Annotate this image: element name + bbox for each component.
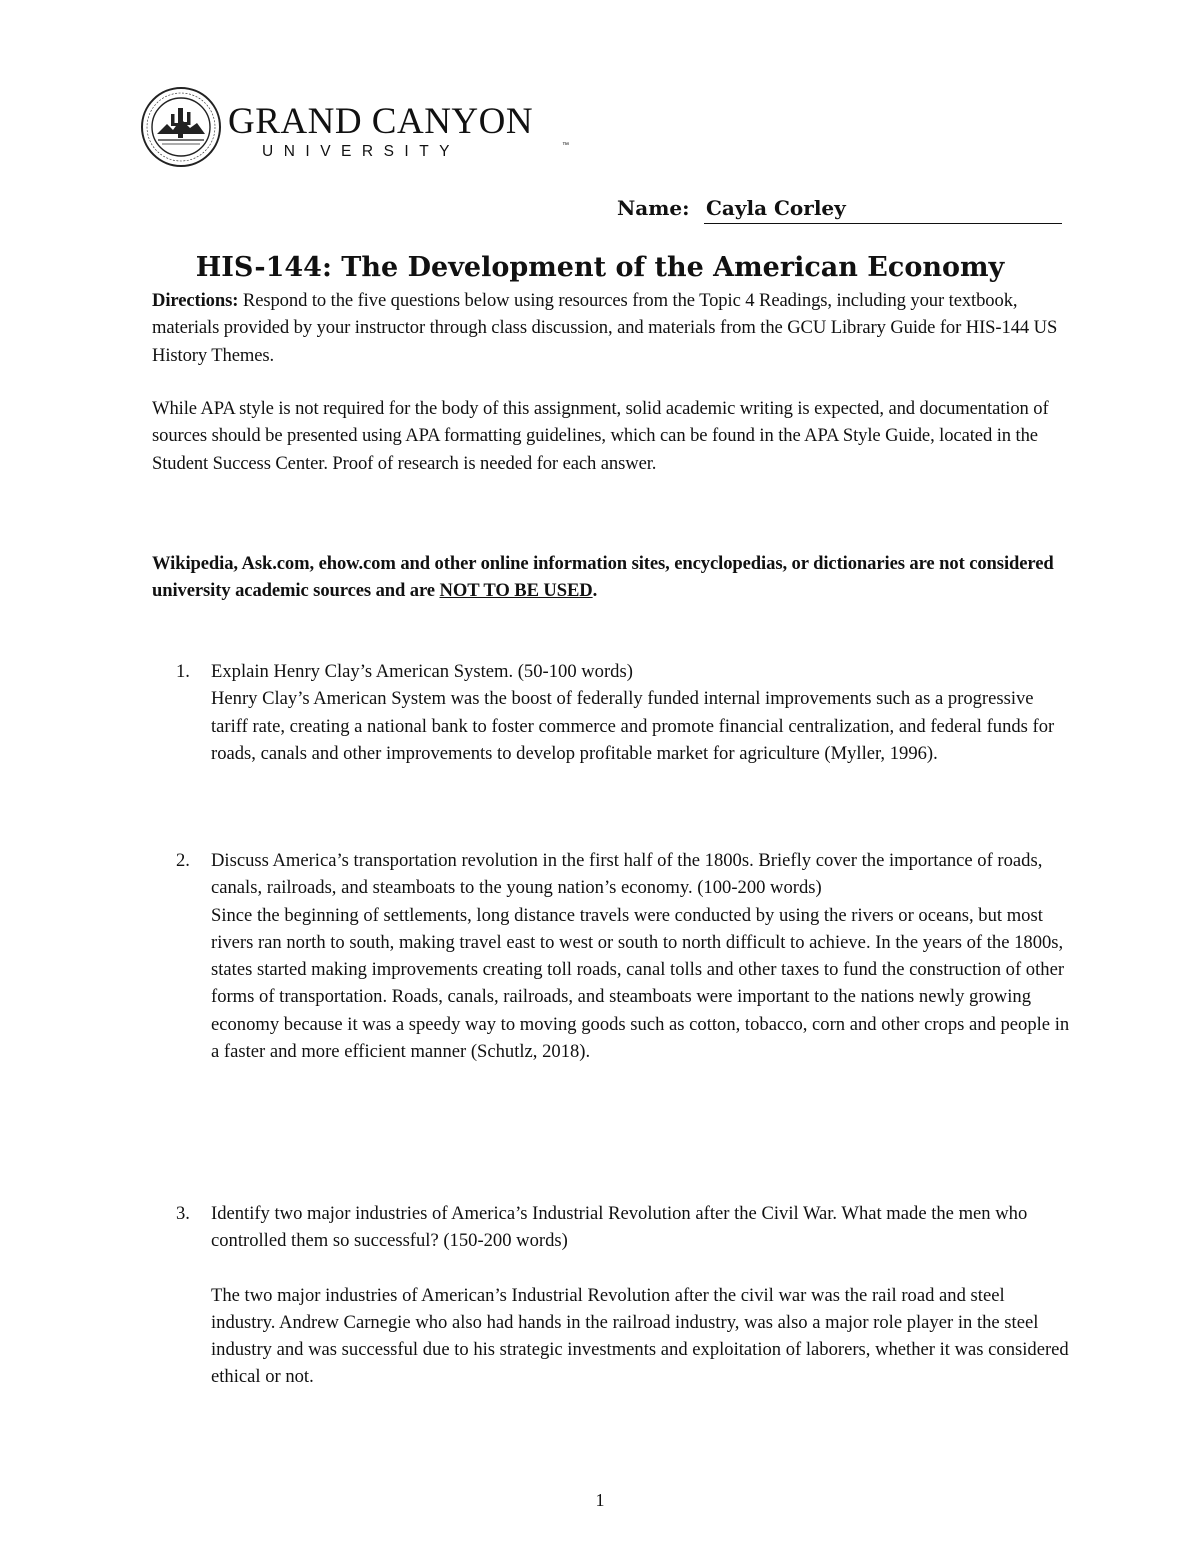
directions-label: Directions:	[152, 290, 239, 311]
question-prompt: Discuss America’s transportation revolution in the first half of the 1800s. Briefly cover the importance of roads, canals, railroads, and steamboats to the young nation’s economy. (100-200 words)	[211, 850, 1043, 899]
page-number: 1	[595, 1490, 605, 1510]
name-label: Name:	[617, 196, 690, 220]
question-prompt: Identify two major industries of America’s Industrial Revolution after the Civil War. What made the men who controlled them so successful? (150-200 words)	[211, 1203, 1028, 1252]
question-number: 3.	[176, 1203, 190, 1224]
directions-paragraph	[152, 287, 1072, 369]
page-title: HIS-144: The Development of the American Economy	[195, 252, 1005, 283]
answer-text[interactable]: Since the beginning of settlements, long distance travels were conducted by using the rivers or oceans, but most rivers ran north to south, making travel east to west or south to north difficult to achieve. In the years of the 1800s, states started making improvements creating toll roads, canal tolls and other taxes to fund the construction of other forms of transportation. Roads, canals, railroads, and steamboats were important to the nations newly growing economy because it was a speedy way to moving goods such as cotton, tobacco, corn and other crops and people in a faster and more efficient manner (Schutlz, 2018).	[211, 904, 1070, 1063]
trademark-symbol: ™	[562, 142, 569, 149]
question-number: 1.	[176, 661, 190, 682]
gcu-logo	[140, 86, 569, 176]
answer-text[interactable]: The two major industries of American’s Industrial Revolution after the civil war was the rail road and steel industry. Andrew Carnegie who also had hands in the railroad industry, was also a major role player in the steel industry and was successful due to his strategic investments and exploitation of laborers, whether it was considered ethical or not.	[211, 1284, 1069, 1388]
sources-warning	[152, 550, 1072, 605]
logo-subtitle: UNIVERSITY	[262, 143, 461, 160]
spacer	[211, 1255, 1071, 1282]
warning-underlined: NOT TO BE USED	[439, 580, 593, 602]
apa-paragraph: While APA style is not required for the body of this assignment, solid academic writing is expected, and documentation of sources should be presented using APA formatting guidelines, which can be found in the APA Style Guide, located in the Student Success Center. Proof of research is needed for each answer.	[152, 398, 1049, 474]
university-seal-icon	[140, 86, 222, 168]
directions-text: Respond to the five questions below using resources from the Topic 4 Readings, including your textbook, materials provided by your instructor through class discussion, and materials from the GCU Library Guide for HIS-144 US History Themes.	[152, 290, 1058, 366]
question-body	[211, 847, 1071, 1065]
warning-end: .	[592, 580, 598, 602]
answer-text[interactable]: Henry Clay’s American System was the boost of federally funded internal improvements such as a progressive tariff rate, creating a national bank to foster commerce and promote financial centralization, and federal funds for roads, canals and other improvements to develop profitable market for agriculture (Myller, 1996).	[211, 688, 1055, 764]
warning-text: Wikipedia, Ask.com, ehow.com and other online information sites, encyclopedias, or dictionaries are not considered university academic sources and are	[152, 553, 1054, 602]
name-field[interactable]: Cayla Corley	[704, 196, 1062, 224]
question-body	[211, 658, 1071, 767]
question-number: 2.	[176, 850, 190, 871]
question-body	[211, 1200, 1071, 1391]
question-prompt: Explain Henry Clay’s American System. (50-100 words)	[211, 661, 633, 682]
logo-wordmark: GRAND CANYON	[228, 101, 534, 142]
